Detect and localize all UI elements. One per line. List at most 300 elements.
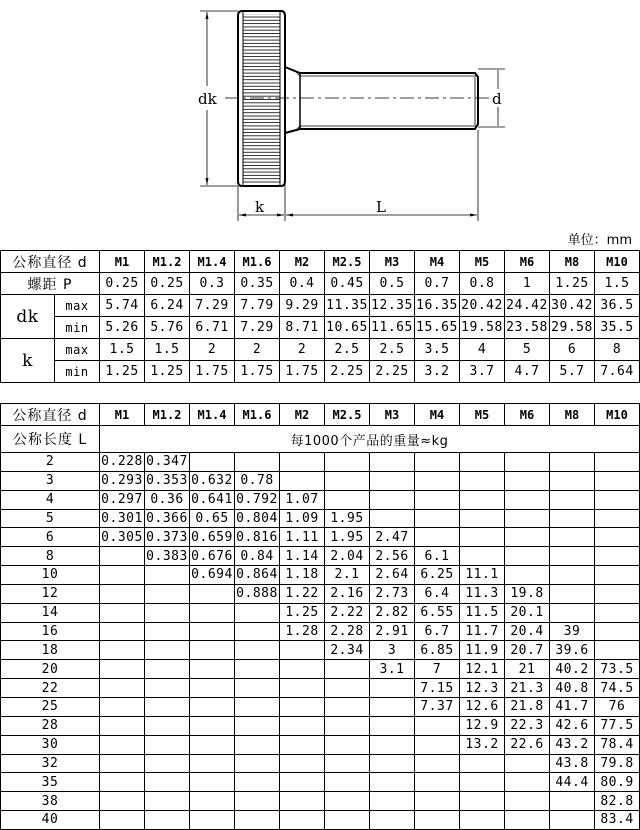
weight-cell: 2.56: [370, 547, 415, 566]
weight-cell: [100, 622, 145, 641]
weight-cell: [550, 603, 595, 622]
weight-cell: 12.1: [460, 660, 505, 679]
weight-cell: [550, 528, 595, 547]
weight-cell: [235, 622, 280, 641]
dk-label: dk: [198, 90, 217, 108]
weight-cell: 13.2: [460, 735, 505, 754]
weight-cell: 20.1: [505, 603, 550, 622]
weight-cell: 20.4: [505, 622, 550, 641]
weight-cell: [325, 490, 370, 509]
weight-cell: [595, 547, 640, 566]
weight-cell: [505, 773, 550, 792]
weight-cell: [370, 811, 415, 830]
weight-table: [0, 403, 640, 830]
weight-cell: [460, 509, 505, 528]
dk-max-cell: 24.42: [505, 295, 550, 317]
weight-cell: 19.8: [505, 584, 550, 603]
weight-cell: [325, 735, 370, 754]
dk-min-cell: 5.26: [100, 317, 145, 339]
weight-cell: [325, 716, 370, 735]
weight-cell: 2.04: [325, 547, 370, 566]
weight-cell: 1.25: [280, 603, 325, 622]
weight-cell: [190, 754, 235, 773]
weight-cell: [145, 622, 190, 641]
table-row: [1, 811, 640, 830]
weight-cell: [145, 792, 190, 811]
weight-cell: 1.95: [325, 528, 370, 547]
weight-cell: 2.82: [370, 603, 415, 622]
weight-cell: [235, 641, 280, 660]
weight-cell: 2.73: [370, 584, 415, 603]
weight-cell: 43.2: [550, 735, 595, 754]
weight-cell: [280, 697, 325, 716]
weight-cell: 12.3: [460, 679, 505, 698]
weight-cell: 6.4: [415, 584, 460, 603]
k-max-row: [1, 339, 640, 361]
weight-cell: [415, 528, 460, 547]
weight-cell: [460, 547, 505, 566]
weight-cell: [235, 773, 280, 792]
weight-cell: 7.37: [415, 697, 460, 716]
table-row: [1, 754, 640, 773]
k-min-cell: 5.7: [550, 361, 595, 383]
size-header-cell: M2.5: [325, 251, 370, 273]
dk-max-cell: 20.42: [460, 295, 505, 317]
size-header-cell: M1.4: [190, 251, 235, 273]
weight-cell: [235, 716, 280, 735]
size-header-cell: M2: [280, 404, 325, 426]
length-cell: 25: [1, 697, 100, 716]
size-header-cell: M4: [415, 251, 460, 273]
weight-cell: [190, 716, 235, 735]
weight-cell: 0.816: [236, 529, 278, 545]
k-min-cell: 1.75: [190, 361, 235, 383]
size-header-cell: M2.5: [325, 404, 370, 426]
weight-cell: [190, 660, 235, 679]
weight-cell: 40.2: [550, 660, 595, 679]
size-header-cell: M2: [280, 251, 325, 273]
weight-cell: [325, 660, 370, 679]
weight-cell: [550, 509, 595, 528]
weight-cell: [550, 471, 595, 490]
weight-cell: 0.383: [146, 548, 188, 564]
weight-cell: 77.5: [595, 716, 640, 735]
weight-cell: [145, 754, 190, 773]
weight-cell: 6.1: [415, 547, 460, 566]
pitch-cell: 0.8: [460, 273, 505, 295]
dk-max-cell: 12.35: [370, 295, 415, 317]
length-cell: 3: [1, 471, 100, 490]
weight-cell: [325, 697, 370, 716]
weight-cell: [370, 754, 415, 773]
weight-cell: [145, 697, 190, 716]
weight-cell: [100, 716, 145, 735]
size-header-cell: M6: [505, 404, 550, 426]
weight-cell: [100, 584, 145, 603]
k-min-cell: 4.7: [505, 361, 550, 383]
weight-cell: [325, 453, 370, 472]
weight-cell: [235, 792, 280, 811]
weight-cell: [100, 566, 145, 585]
weight-cell: [145, 735, 190, 754]
weight-cell: [595, 471, 640, 490]
weight-cell: [595, 584, 640, 603]
weight-cell: [550, 453, 595, 472]
weight-cell: 3: [370, 641, 415, 660]
weight-cell: [505, 566, 550, 585]
table-row: [1, 453, 640, 472]
pitch-cell: 0.3: [190, 273, 235, 295]
length-cell: 6: [1, 528, 100, 547]
weight-cell: 6.25: [415, 566, 460, 585]
dk-min-cell: 23.58: [505, 317, 550, 339]
weight-cell: [325, 811, 370, 830]
weight-cell: [370, 453, 415, 472]
weight-cell: 11.3: [460, 584, 505, 603]
pitch-row: [1, 273, 640, 295]
weight-cell: 7.15: [415, 679, 460, 698]
dk-min-cell: 29.58: [550, 317, 595, 339]
weight-cell: [190, 792, 235, 811]
weight-cell: [370, 792, 415, 811]
table-row: [1, 566, 640, 585]
weight-cell: [505, 509, 550, 528]
weight-cell: [235, 811, 280, 830]
table-row: [1, 490, 640, 509]
dk-max-cell: 7.79: [235, 295, 280, 317]
weight-cell: [235, 679, 280, 698]
weight-cell: [145, 773, 190, 792]
weight-cell: [190, 697, 235, 716]
weight-cell: 43.8: [550, 754, 595, 773]
weight-cell: [325, 792, 370, 811]
table-row: [1, 471, 640, 490]
weight-cell: 11.5: [460, 603, 505, 622]
dk-min-row: [1, 317, 640, 339]
weight-cell: [550, 792, 595, 811]
weight-cell: [190, 603, 235, 622]
weight-cell: [370, 490, 415, 509]
weight-cell: 0.366: [146, 510, 188, 526]
weight-cell: 44.4: [550, 773, 595, 792]
screw-shank: [285, 67, 478, 133]
dk-max-cell: 30.42: [550, 295, 595, 317]
dk-row-label: dk: [1, 295, 55, 339]
k-max-cell: 1.5: [100, 339, 145, 361]
weight-cell: [370, 471, 415, 490]
length-cell: 16: [1, 622, 100, 641]
weight-cell: [145, 641, 190, 660]
weight-cell: [190, 622, 235, 641]
pitch-cell: 0.25: [145, 273, 190, 295]
weight-cell: [235, 453, 280, 472]
weight-cell: 21.8: [505, 697, 550, 716]
pitch-cell: 0.4: [280, 273, 325, 295]
length-cell: 2: [1, 453, 100, 472]
table-row: [1, 679, 640, 698]
length-cell: 18: [1, 641, 100, 660]
length-header-row: [1, 426, 640, 453]
weight-cell: 0.301: [101, 510, 143, 526]
k-max-cell: 2: [190, 339, 235, 361]
weight-cell: 1.11: [280, 528, 325, 547]
dk-min-cell: 19.58: [460, 317, 505, 339]
weight-cell: 1.22: [280, 584, 325, 603]
dk-min-cell: 15.65: [415, 317, 460, 339]
weight-cell: [280, 453, 325, 472]
weight-cell: [460, 773, 505, 792]
weight-cell: [415, 716, 460, 735]
weight-cell: 0.888: [236, 586, 278, 602]
weight-cell: 78.4: [595, 735, 640, 754]
k-max-label: max: [55, 339, 100, 361]
unit-label: 单位：mm: [567, 233, 632, 248]
weight-cell: [595, 603, 640, 622]
weight-cell: 39.6: [550, 641, 595, 660]
weight-cell: 76: [595, 697, 640, 716]
pitch-cell: 0.7: [415, 273, 460, 295]
weight-cell: 83.4: [595, 811, 640, 830]
weight-cell: 6.55: [415, 603, 460, 622]
pitch-cell: 1.5: [595, 273, 640, 295]
weight-cell: [505, 754, 550, 773]
weight-cell: [415, 509, 460, 528]
weight-cell: 0.78: [235, 471, 280, 490]
weight-cell: 12.6: [460, 697, 505, 716]
weight-cell: 21: [505, 660, 550, 679]
weight-cell: [100, 735, 145, 754]
weight-cell: [505, 471, 550, 490]
weight-cell: [370, 716, 415, 735]
dk-min-cell: 8.71: [280, 317, 325, 339]
screw-drawing: [0, 0, 640, 230]
size-header-cell: M1.2: [145, 404, 190, 426]
weight-cell: [595, 453, 640, 472]
k-min-cell: 3.7: [460, 361, 505, 383]
weight-cell: [415, 811, 460, 830]
dk-max-cell: 6.24: [145, 295, 190, 317]
table-row: [1, 697, 640, 716]
weight-cell: [595, 622, 640, 641]
weight-cell: [325, 773, 370, 792]
weight-cell: [595, 509, 640, 528]
k-label: k: [255, 198, 265, 216]
dk-min-cell: 7.29: [235, 317, 280, 339]
size-header-cell: M5: [460, 251, 505, 273]
weight-cell: [280, 811, 325, 830]
weight-cell: [550, 566, 595, 585]
size-header-cell: M1: [100, 404, 145, 426]
weight-cell: [100, 679, 145, 698]
weight-cell: [145, 584, 190, 603]
weight-note: 每1000个产品的重量≈kg: [100, 426, 640, 453]
weight-cell: [100, 754, 145, 773]
weight-cell: [145, 566, 190, 585]
weight-cell: [505, 528, 550, 547]
weight-cell: 0.347: [146, 454, 188, 470]
weight-cell: [595, 566, 640, 585]
weight-cell: [505, 490, 550, 509]
k-max-cell: 6: [550, 339, 595, 361]
weight-cell: 2.64: [370, 566, 415, 585]
weight-cell: [370, 735, 415, 754]
k-min-cell: 3.2: [415, 361, 460, 383]
weight-cell: [325, 679, 370, 698]
dk-max-row: [1, 295, 640, 317]
weight-cell: [190, 811, 235, 830]
k-min-cell: 1.75: [235, 361, 280, 383]
weight-cell: [235, 735, 280, 754]
weight-cell: [460, 792, 505, 811]
table-row: [1, 603, 640, 622]
pitch-cell: 0.35: [235, 273, 280, 295]
table-row: [1, 641, 640, 660]
length-cell: 22: [1, 679, 100, 698]
weight-cell: 39: [550, 622, 595, 641]
k-max-cell: 2: [280, 339, 325, 361]
k-min-cell: 1.25: [100, 361, 145, 383]
weight-cell: [325, 754, 370, 773]
k-max-cell: 2.5: [370, 339, 415, 361]
table-row: [1, 773, 640, 792]
length-cell: 40: [1, 811, 100, 830]
k-max-cell: 8: [595, 339, 640, 361]
weight-cell: 0.297: [101, 492, 143, 508]
weight-cell: [550, 547, 595, 566]
weight-cell: [190, 453, 235, 472]
weight-cell: [280, 792, 325, 811]
weight-cell: [595, 490, 640, 509]
table-row: [1, 584, 640, 603]
length-cell: 12: [1, 584, 100, 603]
table-row: [1, 660, 640, 679]
weight-cell: [550, 490, 595, 509]
L-label: L: [376, 198, 386, 216]
weight-cell: 0.305: [101, 529, 143, 545]
weight-cell: [415, 773, 460, 792]
size-header-cell: M1: [100, 251, 145, 273]
weight-cell: [595, 528, 640, 547]
weight-cell: 22.3: [505, 716, 550, 735]
weight-cell: 22.6: [505, 735, 550, 754]
dk-max-cell: 16.35: [415, 295, 460, 317]
weight-cell: [370, 773, 415, 792]
length-cell: 14: [1, 603, 100, 622]
size-header-row: [1, 251, 640, 273]
pitch-cell: 1.25: [550, 273, 595, 295]
dk-max-cell: 11.35: [325, 295, 370, 317]
weight-cell: 0.804: [236, 510, 278, 526]
k-min-cell: 1.75: [280, 361, 325, 383]
weight-cell: [460, 471, 505, 490]
weight-cell: [460, 453, 505, 472]
weight-cell: [280, 660, 325, 679]
table-row: [1, 528, 640, 547]
nominal-diameter-label: 公称直径 d: [1, 404, 100, 426]
weight-cell: [505, 547, 550, 566]
weight-cell: [100, 641, 145, 660]
weight-cell: 11.1: [460, 566, 505, 585]
weight-cell: [415, 471, 460, 490]
k-max-cell: 4: [460, 339, 505, 361]
size-header-cell: M1.4: [190, 404, 235, 426]
table-row: [1, 622, 640, 641]
dk-min-cell: 10.65: [325, 317, 370, 339]
weight-cell: 1.28: [280, 622, 325, 641]
weight-cell: [415, 792, 460, 811]
weight-cell: 0.676: [191, 548, 233, 564]
size-header-cell: M1.6: [235, 251, 280, 273]
weight-cell: [460, 528, 505, 547]
weight-cell: [415, 490, 460, 509]
length-cell: 32: [1, 754, 100, 773]
size-header-row: [1, 404, 640, 426]
knurled-head: [238, 11, 285, 186]
pitch-label: 螺距 P: [1, 273, 100, 295]
weight-cell: 0.694: [191, 567, 233, 583]
length-cell: 5: [1, 509, 100, 528]
weight-cell: [145, 603, 190, 622]
weight-cell: [280, 471, 325, 490]
weight-cell: 79.8: [595, 754, 640, 773]
d-label: d: [492, 90, 502, 108]
dk-max-cell: 9.29: [280, 295, 325, 317]
k-min-row: [1, 361, 640, 383]
weight-cell: 0.36: [145, 490, 190, 509]
weight-cell: [145, 660, 190, 679]
size-header-cell: M5: [460, 404, 505, 426]
weight-cell: [190, 773, 235, 792]
size-header-cell: M1.2: [145, 251, 190, 273]
weight-cell: 1.95: [325, 509, 370, 528]
dk-min-label: min: [55, 317, 100, 339]
weight-cell: [415, 453, 460, 472]
weight-cell: 1.09: [280, 509, 325, 528]
dimensions-table: [0, 250, 640, 383]
size-header-cell: M6: [505, 251, 550, 273]
pitch-cell: 1: [505, 273, 550, 295]
weight-cell: [370, 697, 415, 716]
weight-cell: [280, 716, 325, 735]
weight-cell: 2.28: [325, 622, 370, 641]
weight-cell: 1.07: [280, 490, 325, 509]
length-cell: 35: [1, 773, 100, 792]
length-cell: 28: [1, 716, 100, 735]
weight-cell: [460, 490, 505, 509]
weight-cell: 0.864: [236, 567, 278, 583]
weight-cell: [280, 679, 325, 698]
dk-max-cell: 7.29: [190, 295, 235, 317]
pitch-cell: 0.25: [100, 273, 145, 295]
k-max-cell: 2: [235, 339, 280, 361]
dk-min-cell: 6.71: [190, 317, 235, 339]
size-header-cell: M4: [415, 404, 460, 426]
table-row: [1, 509, 640, 528]
weight-cell: 12.9: [460, 716, 505, 735]
size-header-cell: M8: [550, 404, 595, 426]
weight-cell: 80.9: [595, 773, 640, 792]
weight-cell: [100, 547, 145, 566]
weight-cell: 2.91: [370, 622, 415, 641]
weight-cell: [100, 811, 145, 830]
weight-cell: [370, 509, 415, 528]
weight-cell: 7: [415, 660, 460, 679]
weight-cell: [100, 697, 145, 716]
weight-cell: 0.228: [101, 454, 143, 470]
weight-cell: [415, 735, 460, 754]
weight-cell: 82.8: [595, 792, 640, 811]
k-max-cell: 1.5: [145, 339, 190, 361]
